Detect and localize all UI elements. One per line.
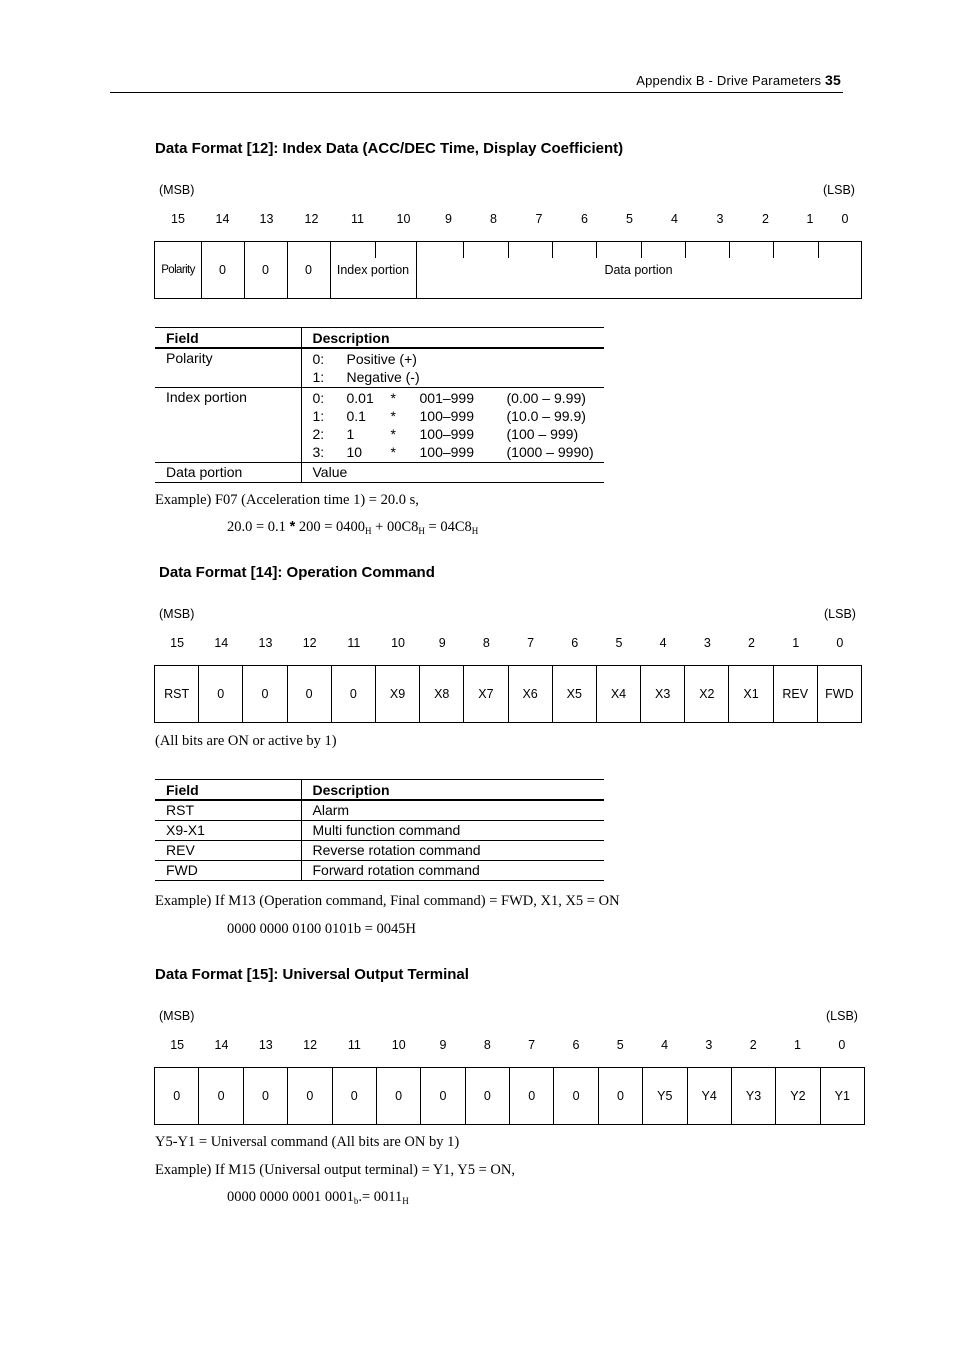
times-symbol: * bbox=[390, 390, 396, 406]
bit-number: 3 bbox=[703, 636, 711, 650]
bit-cell: 0 bbox=[155, 1068, 199, 1124]
description-cell bbox=[301, 348, 604, 388]
bit-number: 14 bbox=[214, 636, 229, 650]
section-title-format-14: Data Format [14]: Operation Command bbox=[159, 564, 435, 581]
example-text: Example) F07 (Acceleration time 1) = 20.0 s, bbox=[155, 492, 419, 508]
table-row bbox=[155, 388, 604, 463]
bit-number: 14 bbox=[214, 1038, 229, 1052]
section-title-format-12: Data Format [12]: Index Data (ACC/DEC Time, Display Coefficient) bbox=[155, 140, 624, 157]
code-meaning: Positive (+) bbox=[346, 351, 417, 367]
bit-numbers-row bbox=[155, 1038, 864, 1052]
bit-cell-y1: Y1 bbox=[834, 1089, 850, 1103]
code: 0: bbox=[312, 390, 325, 406]
formula-part: 200 = 0400 bbox=[295, 519, 366, 535]
times-symbol: * bbox=[390, 444, 396, 460]
bit-number: 13 bbox=[258, 636, 273, 650]
bit-number: 6 bbox=[572, 1038, 580, 1052]
bit-number: 7 bbox=[527, 636, 535, 650]
bit-cell: 0 bbox=[554, 1068, 598, 1124]
description-cell: Forward rotation command bbox=[301, 861, 604, 881]
bit-number: 5 bbox=[615, 636, 623, 650]
example-formula bbox=[227, 519, 478, 536]
bit-number: 5 bbox=[616, 1038, 624, 1052]
operation-command-field-table bbox=[155, 779, 604, 881]
table-row bbox=[155, 861, 604, 881]
field-cell: X9-X1 bbox=[155, 821, 301, 841]
bit-cell-x2: X2 bbox=[685, 666, 729, 722]
bit-cell-x7: X7 bbox=[464, 666, 508, 722]
example-formula: 0000 0000 0100 0101b = 0045H bbox=[227, 921, 417, 937]
bit-number: 1 bbox=[806, 212, 814, 226]
bits-note: (All bits are ON or active by 1) bbox=[155, 733, 337, 749]
page-header bbox=[110, 70, 843, 93]
value-range: 100–999 bbox=[419, 444, 475, 460]
bit-number: 12 bbox=[302, 636, 317, 650]
bit-number: 11 bbox=[347, 1038, 361, 1052]
description-cell: Multi function command bbox=[301, 821, 604, 841]
times-symbol: * bbox=[390, 408, 396, 424]
bit-number: 10 bbox=[396, 212, 411, 226]
field-cell: Index portion bbox=[155, 388, 301, 463]
bit-cell-x4: X4 bbox=[597, 666, 641, 722]
result-range: (1000 – 9990) bbox=[506, 444, 594, 460]
bit-cell-data-portion: Data portion bbox=[604, 263, 673, 277]
bit-number: 2 bbox=[749, 1038, 757, 1052]
universal-output-bit-layout bbox=[154, 1067, 865, 1125]
multiplier: 10 bbox=[346, 444, 363, 460]
bit-number: 2 bbox=[748, 636, 755, 650]
code: 2: bbox=[312, 426, 325, 442]
times-symbol: * bbox=[390, 426, 396, 442]
bit-number: 9 bbox=[438, 636, 446, 650]
field-cell: Polarity bbox=[155, 348, 301, 388]
index-data-field-table bbox=[155, 327, 604, 483]
bit-cell-y3: Y3 bbox=[732, 1068, 776, 1124]
example-formula bbox=[227, 1189, 409, 1206]
bit-cell: 0 bbox=[288, 1068, 332, 1124]
section-title-format-15: Data Format [15]: Universal Output Terminal bbox=[155, 966, 469, 983]
formula-subscript: H bbox=[365, 526, 372, 536]
formula-part: + 00C8 bbox=[371, 519, 419, 535]
bit-cell-x3: X3 bbox=[641, 666, 685, 722]
bit-cell: 0 bbox=[599, 1068, 643, 1124]
description-cell bbox=[301, 388, 604, 463]
code: 3: bbox=[312, 444, 325, 460]
bit-cell-x5: X5 bbox=[553, 666, 597, 722]
index-data-bit-layout bbox=[154, 241, 862, 299]
value-range: 100–999 bbox=[419, 408, 475, 424]
table-row bbox=[155, 800, 604, 821]
bit-number: 15 bbox=[171, 212, 185, 226]
bit-cell: 0 bbox=[288, 666, 332, 722]
msb-label: (MSB) bbox=[159, 183, 195, 197]
bit-number: 2 bbox=[762, 212, 769, 226]
code-meaning: Negative (-) bbox=[346, 369, 420, 385]
bit-number: 12 bbox=[303, 1038, 318, 1052]
result-range: (0.00 – 9.99) bbox=[506, 390, 586, 406]
page-number: 35 bbox=[825, 72, 841, 88]
formula-part: * bbox=[289, 519, 296, 535]
table-row bbox=[155, 821, 604, 841]
bit-number: 7 bbox=[535, 212, 543, 226]
bit-cell: 0 bbox=[199, 666, 243, 722]
header-text: Appendix B - Drive Parameters bbox=[636, 73, 822, 88]
bit-cell: 0 bbox=[243, 666, 287, 722]
bit-cell: 0 bbox=[244, 242, 288, 298]
lsb-label: (LSB) bbox=[823, 183, 855, 197]
bit-number: 8 bbox=[490, 212, 497, 226]
bit-number: 1 bbox=[792, 636, 800, 650]
bit-number: 10 bbox=[391, 636, 405, 650]
result-range: (100 – 999) bbox=[506, 426, 579, 442]
bit-number: 8 bbox=[483, 1038, 491, 1052]
example-text: Example) If M15 (Universal output terminal) = Y1, Y5 = ON, bbox=[155, 1162, 515, 1178]
bit-cell-x6: X6 bbox=[509, 666, 553, 722]
bit-number: 0 bbox=[838, 1038, 846, 1052]
bit-numbers-row bbox=[155, 212, 863, 226]
bit-cell: 0 bbox=[421, 1068, 465, 1124]
formula-part: 20.0 = 0.1 bbox=[227, 519, 290, 535]
bit-cell: 0 bbox=[244, 1068, 288, 1124]
column-header-field: Field bbox=[155, 780, 301, 801]
lsb-label: (LSB) bbox=[826, 1009, 858, 1023]
result-range: (10.0 – 99.9) bbox=[506, 408, 586, 424]
value-range: 001–999 bbox=[419, 390, 475, 406]
formula-part: 0000 0000 0001 0001 bbox=[227, 1189, 354, 1205]
code: 0: bbox=[312, 351, 325, 367]
code: 1: bbox=[312, 369, 325, 385]
description-cell: Alarm bbox=[301, 800, 604, 821]
bit-numbers-row bbox=[155, 636, 862, 650]
table-header-row bbox=[155, 780, 604, 801]
column-header-description: Description bbox=[301, 328, 604, 349]
bit-number: 7 bbox=[528, 1038, 536, 1052]
bit-cell: 0 bbox=[201, 242, 245, 298]
column-header-field: Field bbox=[155, 328, 301, 349]
bit-number: 10 bbox=[391, 1038, 406, 1052]
bit-number: 8 bbox=[482, 636, 490, 650]
column-header-description: Description bbox=[301, 780, 604, 801]
bit-cell-y5: Y5 bbox=[643, 1068, 687, 1124]
bit-cell-y4: Y4 bbox=[688, 1068, 732, 1124]
bit-number: 1 bbox=[794, 1038, 801, 1052]
code: 1: bbox=[312, 408, 325, 424]
bit-number: 13 bbox=[258, 1038, 273, 1052]
universal-command-note: Y5-Y1 = Universal command (All bits are ON by 1) bbox=[155, 1134, 460, 1150]
bit-cell: 0 bbox=[466, 1068, 510, 1124]
bit-cell: 0 bbox=[510, 1068, 554, 1124]
table-header-row bbox=[155, 328, 604, 349]
bit-cell: 0 bbox=[199, 1068, 243, 1124]
bit-cell: 0 bbox=[333, 1068, 377, 1124]
operation-command-bit-layout bbox=[154, 665, 862, 723]
bit-cell-x8: X8 bbox=[420, 666, 464, 722]
bit-cell-index-portion: Index portion bbox=[330, 242, 417, 298]
bit-number: 12 bbox=[304, 212, 319, 226]
bit-number: 0 bbox=[841, 212, 849, 226]
msb-label: (MSB) bbox=[159, 607, 195, 621]
formula-subscript: H bbox=[402, 1196, 409, 1206]
table-row bbox=[155, 841, 604, 861]
formula-part: .= 0011 bbox=[358, 1189, 403, 1205]
table-row bbox=[155, 348, 604, 388]
bit-number: 15 bbox=[170, 636, 185, 650]
bit-number: 3 bbox=[705, 1038, 713, 1052]
multiplier: 1 bbox=[346, 426, 355, 442]
description-cell: Value bbox=[301, 463, 604, 483]
field-cell: RST bbox=[155, 800, 301, 821]
formula-subscript: H bbox=[418, 526, 425, 536]
bit-number: 0 bbox=[836, 636, 844, 650]
multiplier: 0.1 bbox=[346, 408, 366, 424]
bit-number: 5 bbox=[626, 212, 633, 226]
table-row bbox=[155, 463, 604, 483]
field-cell: Data portion bbox=[155, 463, 301, 483]
bit-cell-x1: X1 bbox=[729, 666, 773, 722]
bit-number: 14 bbox=[215, 212, 230, 226]
multiplier: 0.01 bbox=[346, 390, 374, 406]
bit-number: 4 bbox=[659, 636, 667, 650]
bit-number: 4 bbox=[661, 1038, 669, 1052]
bit-cell-polarity: Polarity bbox=[155, 242, 202, 298]
bit-number: 4 bbox=[671, 212, 678, 226]
bit-cell-rst: RST bbox=[155, 666, 199, 722]
bit-cell: 0 bbox=[287, 242, 331, 298]
lsb-label: (LSB) bbox=[824, 607, 856, 621]
msb-label: (MSB) bbox=[159, 1009, 195, 1023]
bit-cell: 0 bbox=[332, 666, 376, 722]
bit-number: 6 bbox=[581, 212, 588, 226]
bit-cell-fwd: FWD bbox=[825, 687, 854, 701]
bit-cell-x9: X9 bbox=[376, 666, 420, 722]
formula-part: = 04C8 bbox=[424, 519, 472, 535]
bit-number: 11 bbox=[347, 636, 361, 650]
bit-cell: 0 bbox=[377, 1068, 421, 1124]
formula-subscript: H bbox=[471, 526, 479, 536]
bit-cell-rev: REV bbox=[774, 666, 818, 722]
value-range: 100–999 bbox=[419, 426, 475, 442]
bit-cell-y2: Y2 bbox=[776, 1068, 820, 1124]
bit-number: 11 bbox=[351, 212, 364, 226]
bit-number: 15 bbox=[170, 1038, 185, 1052]
bit-number: 3 bbox=[716, 212, 724, 226]
bit-number: 9 bbox=[439, 1038, 447, 1052]
bit-divider-tick bbox=[375, 242, 376, 258]
example-text: Example) If M13 (Operation command, Final command) = FWD, X1, X5 = ON bbox=[155, 893, 620, 909]
bit-number: 9 bbox=[445, 212, 452, 226]
description-cell: Reverse rotation command bbox=[301, 841, 604, 861]
field-cell: FWD bbox=[155, 861, 301, 881]
field-cell: REV bbox=[155, 841, 301, 861]
formula-subscript: b bbox=[353, 1196, 359, 1206]
bit-number: 13 bbox=[259, 212, 274, 226]
bit-number: 6 bbox=[571, 636, 579, 650]
